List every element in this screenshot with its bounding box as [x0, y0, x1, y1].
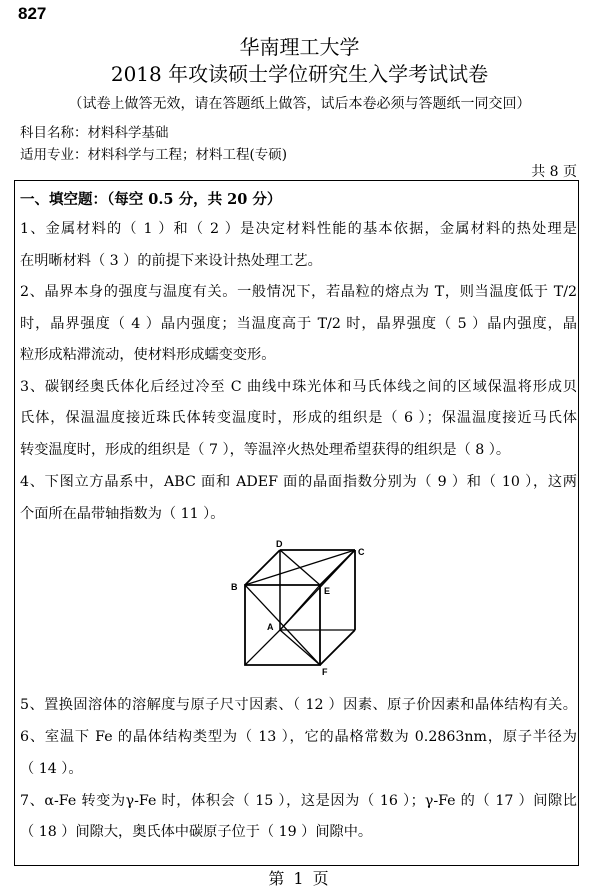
plane-line	[280, 550, 320, 585]
exam-notice: （试卷上做答无效，请在答题纸上做答，试后本卷必须与答题纸一同交回）	[68, 96, 531, 112]
vertex-label-b: B	[231, 582, 238, 592]
question-line: 7、α-Fe 转变为γ-Fe 时，体积会（ 15 ），这是因为（ 16 ）；γ-Fe 的（ 17 ）间隙比	[20, 793, 577, 809]
applicable-major: 适用专业：材料科学与工程；材料工程(专硕)	[20, 147, 288, 163]
subject-name: 科目名称：材料科学基础	[20, 125, 169, 141]
vertex-label-d: D	[276, 539, 283, 549]
question-line: 时，晶界强度（ 4 ）晶内强度；当温度高于 T/2 时，晶界强度（ 5 ）晶内强度，晶	[20, 316, 577, 332]
question-line: 3、碳钢经奥氏体化后经过冷至 C 曲线中珠光体和马氏体线之间的区域保温将形成贝	[20, 379, 577, 395]
question-line: （ 18 ）间隙大，奥氏体中碳原子位于（ 19 ）间隙中。	[20, 824, 373, 840]
vertex-label-c: C	[358, 547, 365, 557]
question-line: 5、置换固溶体的溶解度与原子尺寸因素、（ 12 ）因素、原子价因素和晶体结构有关。	[20, 697, 577, 713]
vertex-label-f: F	[322, 667, 328, 677]
exam-title: 2018 年攻读硕士学位研究生入学考试试卷	[110, 62, 489, 86]
question-line: 粒形成粘滞流动，使材料形成蠕变变形。	[20, 347, 276, 363]
page-number: 第 1 页	[268, 869, 331, 888]
question-line: 2、晶界本身的强度与温度有关。一般情况下，若晶粒的熔点为 T，则当温度低于 T/2	[20, 284, 577, 300]
question-line: 氏体，保温温度接近珠氏体转变温度时，形成的组织是（ 6 ）；保温温度接近马氏体	[20, 410, 577, 426]
vertex-label-e: E	[324, 586, 331, 596]
question-line: 转变温度时，形成的组织是（ 7 ），等温淬火热处理希望获得的组织是（ 8 ）。	[20, 442, 511, 458]
question-line: 在明晰材料（ 3 ）的前提下来设计热处理工艺。	[20, 253, 322, 269]
cube-edge	[320, 630, 355, 665]
question-line: （ 14 ）。	[20, 761, 83, 777]
cube-hidden-edge	[245, 630, 280, 665]
question-line: 6、室温下 Fe 的晶体结构类型为（ 13 ），它的晶格常数为 0.2863nm，原子半径为	[20, 729, 577, 745]
vertex-label-a: A	[267, 622, 274, 632]
total-pages: 共 8 页	[531, 164, 577, 180]
cubic-crystal-figure	[225, 535, 380, 685]
plane-line	[280, 630, 320, 665]
question-line: 1、金属材料的（ 1 ）和（ 2 ）是决定材料性能的基本依据，金属材料的热处理是	[20, 221, 577, 237]
section-heading: 一、填空题：（每空 0.5 分，共 20 分）	[20, 191, 282, 208]
school-name: 华南理工大学	[239, 35, 360, 59]
question-line: 4、下图立方晶系中，ABC 面和 ADEF 面的晶面指数分别为（ 9 ）和（ 10 ），这两	[20, 474, 577, 490]
exam-code: 827	[18, 4, 47, 23]
question-line: 个面所在晶带轴指数为（ 11 ）。	[20, 506, 225, 522]
